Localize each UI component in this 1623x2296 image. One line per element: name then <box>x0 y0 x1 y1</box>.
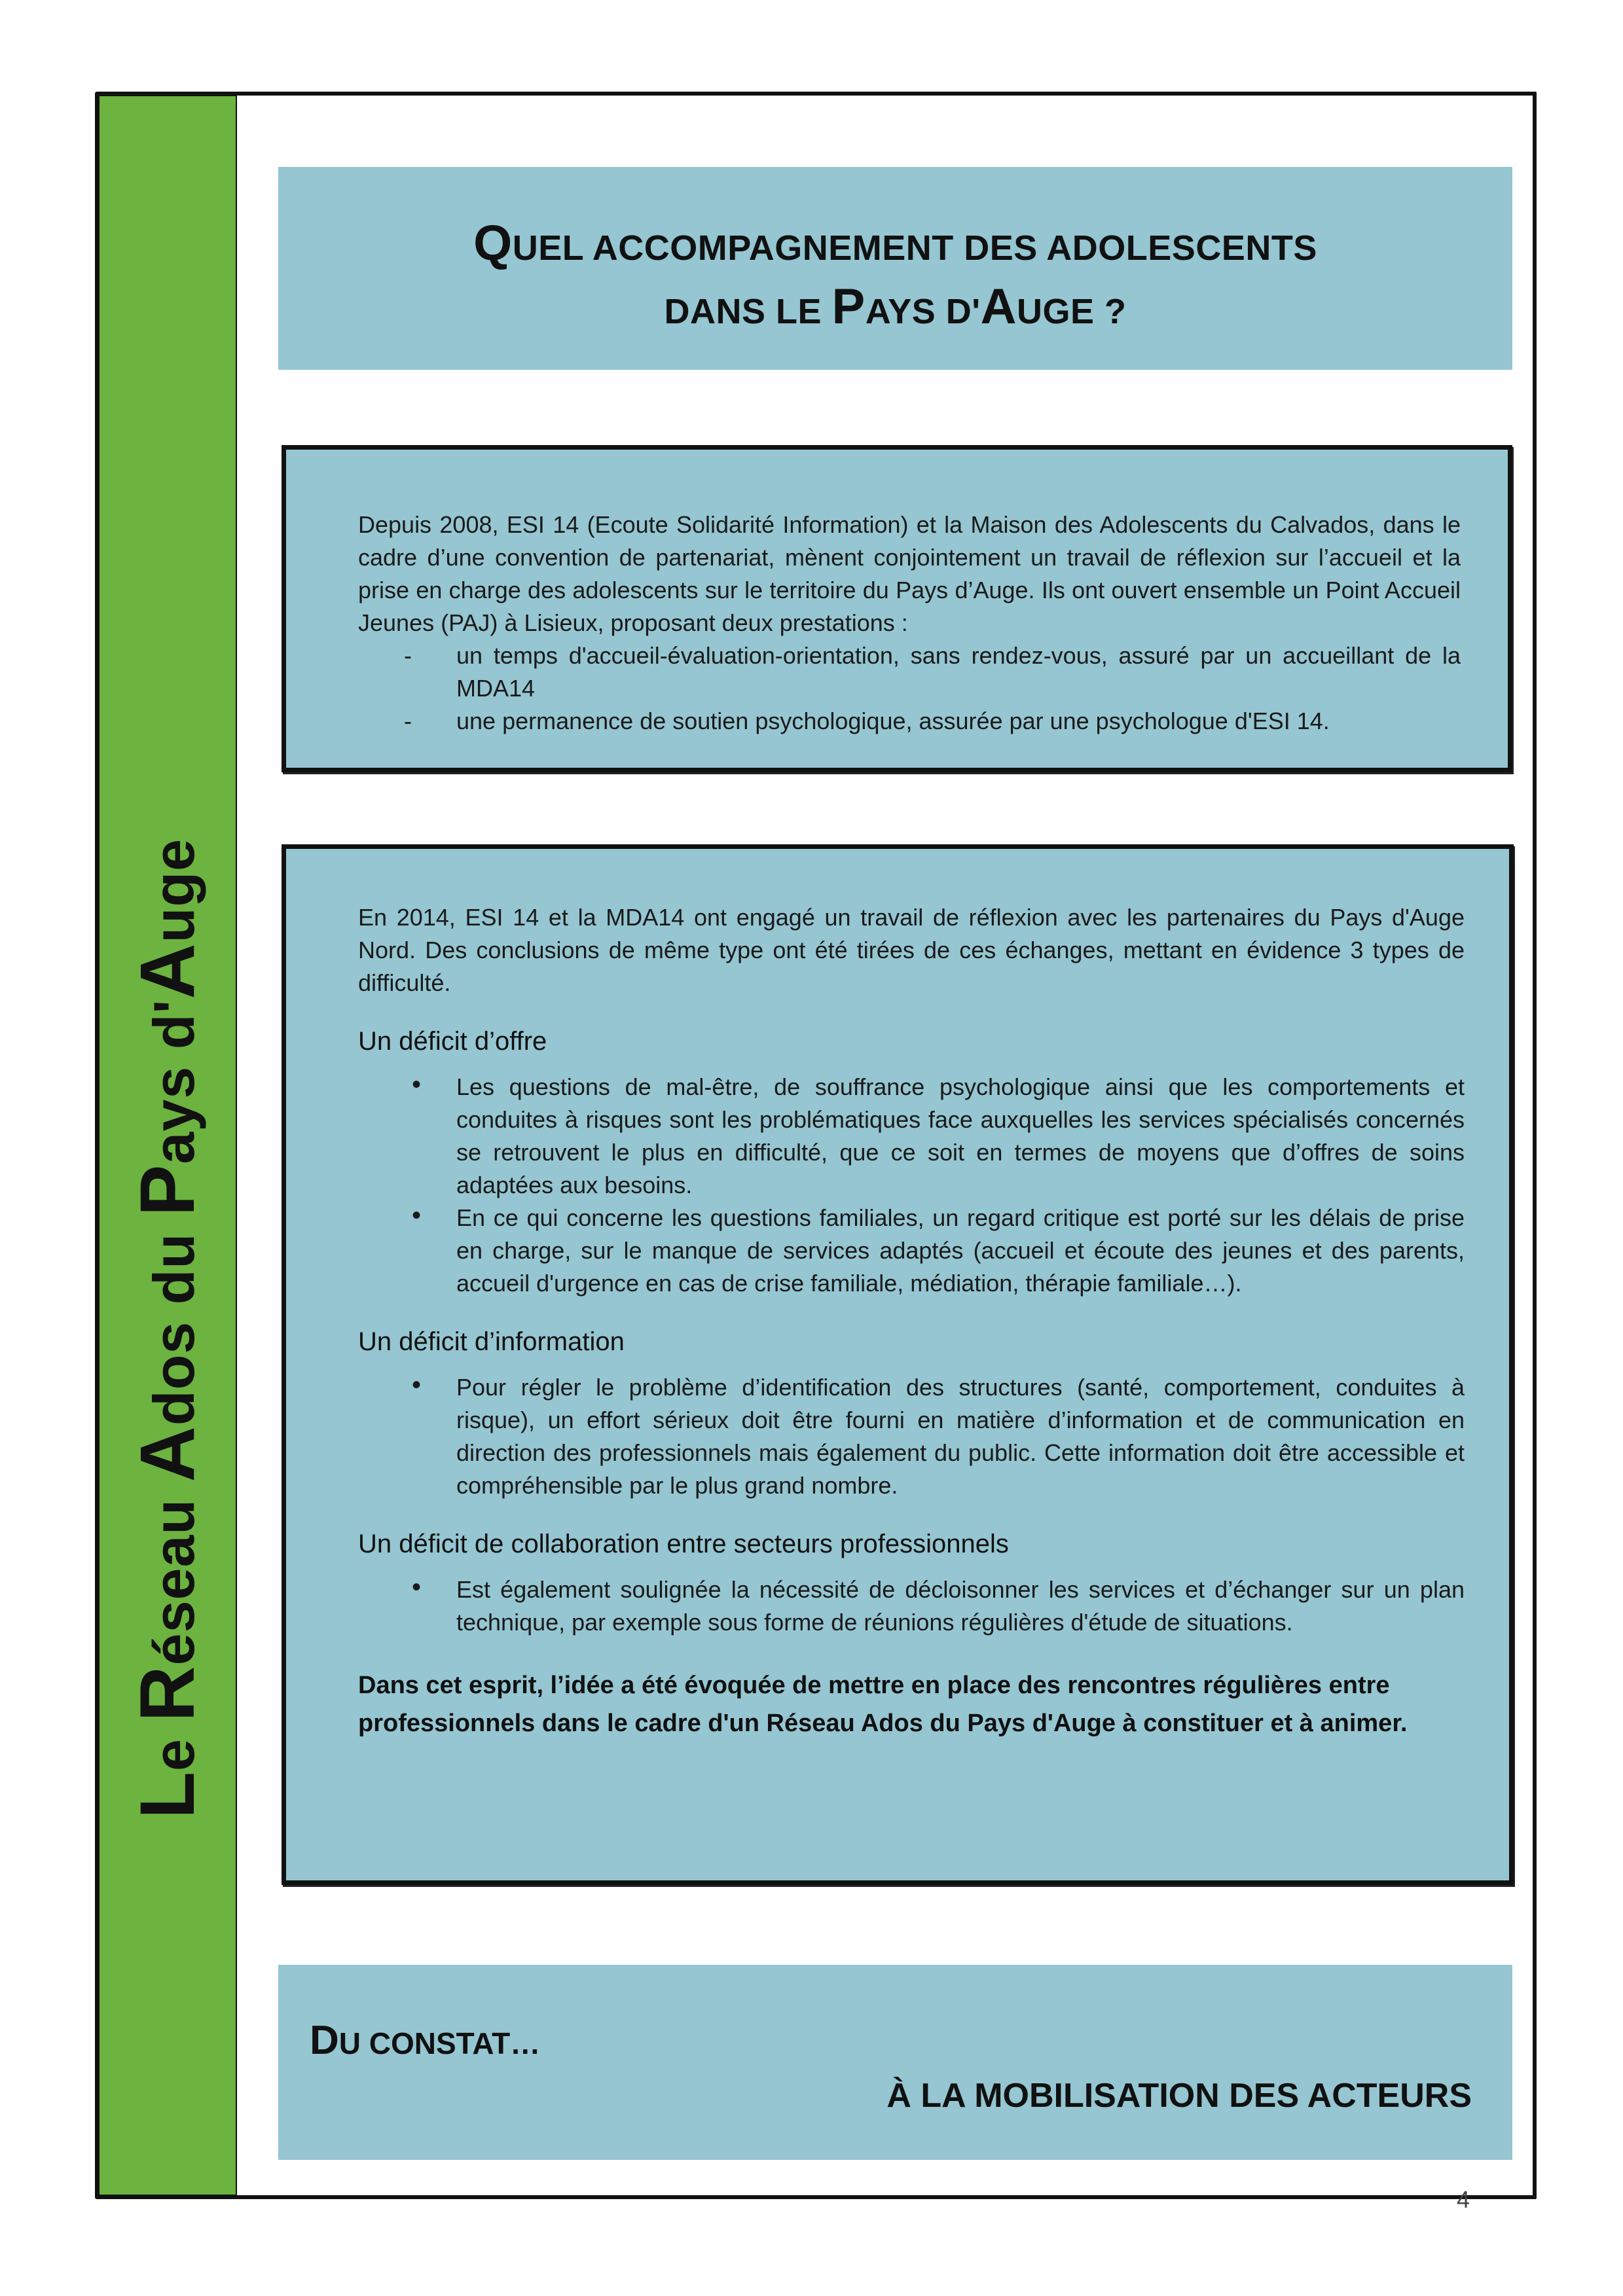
section-list-information <box>358 1371 1465 1502</box>
bullet-marker: • <box>412 1201 422 1230</box>
page-title-line-1: QUEL ACCOMPAGNEMENT DES ADOLESCENTS <box>473 215 1317 271</box>
footer-right-text: À LA MOBILISATION DES ACTEURS <box>886 2077 1472 2115</box>
conclusion-paragraph: Dans cet esprit, l’idée a été évoquée de mettre en place des rencontres régulières entre professionnels dans le cadre d'un Réseau Ados du Pays d'Auge à constituer et à animer. <box>358 1672 1408 1737</box>
section-list-offre <box>358 1071 1465 1300</box>
list-item: - une permanence de soutien psychologique, assurée par une psychologue d'ESI 14. <box>358 705 1461 738</box>
bullet-marker: • <box>412 1070 422 1099</box>
list-item: • Les questions de mal-être, de souffrance psychologique ainsi que les comportements et conduites à risques sont les problématiques face auxquelles les services spécialisés concernés se retrouvent le plus en difficulté, que ce soit en termes de moyens que d’offres de soins adaptées aux besoins. <box>358 1071 1465 1202</box>
dash-marker: - <box>404 708 412 734</box>
list-item: - un temps d'accueil-évaluation-orientation, sans rendez-vous, assuré par un accueillant de la MDA14 <box>358 639 1461 705</box>
page-title-line-2: DANS LE PAYS D'AUGE ? <box>664 279 1127 334</box>
main-panel <box>282 844 1514 1885</box>
intro-list <box>358 639 1461 738</box>
list-item: • Est également soulignée la nécessité de décloisonner les services et d’échanger sur un plan technique, par exemple sous forme de réunions régulières d'étude de situations. <box>358 1573 1465 1639</box>
intro-paragraph: Depuis 2008, ESI 14 (Ecoute Solidarité Information) et la Maison des Adolescents du Calvados, dans le cadre d’une convention de partenariat, mènent conjointement un travail de réflexion sur l’accueil et la prise en charge des adolescents sur le territoire du Pays d’Auge. Ils ont ouvert ensemble un Point Accueil Jeunes (PAJ) à Lisieux, proposant deux prestations : <box>358 511 1461 636</box>
bullet-marker: • <box>412 1573 422 1602</box>
bullet-marker: • <box>412 1371 422 1399</box>
sidebar-title: Le Réseau Ados du Pays d'Auge <box>124 838 211 1820</box>
list-item: • Pour régler le problème d’identification des structures (santé, comportement, conduites à risque), un effort sérieux doit être fourni en matière d’information et de communication en direction des professionnels mais également du public. Cette information doit être accessible et compréhensible par le plus grand nombre. <box>358 1371 1465 1502</box>
section-heading-collaboration: Un déficit de collaboration entre secteurs professionnels <box>358 1530 1009 1558</box>
section-heading-offre: Un déficit d’offre <box>358 1027 547 1056</box>
main-paragraph: En 2014, ESI 14 et la MDA14 ont engagé un travail de réflexion avec les partenaires du Pays d'Auge Nord. Des conclusions de même type ont été tirées de ces échanges, mettant en évidence 3 types de difficulté. <box>358 904 1465 996</box>
dash-marker: - <box>404 642 412 669</box>
section-heading-information: Un déficit d’information <box>358 1327 625 1356</box>
intro-panel <box>282 445 1512 772</box>
list-item: • En ce qui concerne les questions familiales, un regard critique est porté sur les délais de prise en charge, sur le manque de services adaptés (accueil et écoute des jeunes et des parents, accueil d'urgence en cas de crise familiale, médiation, thérapie familiale…). <box>358 1202 1465 1300</box>
title-panel <box>278 167 1512 370</box>
page-number: 4 <box>1457 2186 1470 2213</box>
footer-left-text: DU CONSTAT… <box>310 2018 541 2063</box>
footer-panel <box>278 1965 1512 2160</box>
section-list-collaboration <box>358 1573 1465 1639</box>
